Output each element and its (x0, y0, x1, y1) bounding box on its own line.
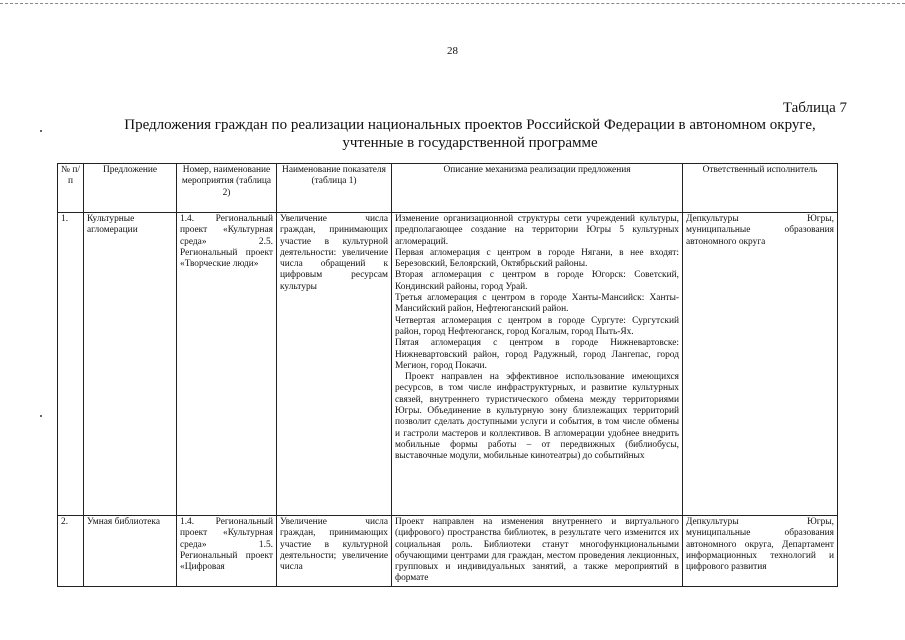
header-proposal: Предложение (84, 164, 177, 213)
row-executor: Депкультуры Югры, муниципальные образования автономного округа, Департамент информационных технологий и цифрового развития (683, 516, 838, 587)
row-mechanism (392, 213, 683, 516)
row-indicator: Увеличение числа граждан, принимающих участие в культурной деятельности: увеличение числа обращений к цифровым ресурсам культуры (277, 213, 392, 516)
row-event: 1.4. Региональный проект «Культурная среда» 2.5. Региональный проект «Творческие люди» (177, 213, 277, 516)
mechanism-paragraph: Пятая агломерация с центром в городе Нижневартовске: Нижневартовский район, город Радужный, город Лангепас, город Мегион, город Покачи. (395, 338, 679, 371)
mechanism-paragraph: Первая агломерация с центром в городе Нягани, в нее входят: Березовский, Белоярский, Октябрьский районы. (395, 247, 679, 270)
header-mechanism: Описание механизма реализации предложения (392, 164, 683, 213)
mechanism-paragraph: Изменение организационной структуры сети учреждений культуры, предполагающее создание на территории Югры 5 культурных агломераций. (395, 214, 679, 247)
header-num: № п/ п (58, 164, 84, 213)
row-proposal: Умная библиотека (84, 516, 177, 587)
header-event: Номер, наименование мероприятия (таблица 2) (177, 164, 277, 213)
mechanism-paragraph: Третья агломерация с центром в городе Ханты-Мансийск: Ханты-Мансийский район, Нефтеюганский район. (395, 293, 679, 315)
row-num: 1. (58, 213, 84, 516)
scan-dot (40, 130, 42, 132)
row-indicator: Увеличение числа граждан, принимающих участие в культурной деятельности; увеличение числа (277, 516, 392, 587)
page-title (70, 116, 870, 152)
header-executor: Ответственный исполнитель (683, 164, 838, 213)
row-proposal: Культурные агломерации (84, 213, 177, 516)
mechanism-paragraph: Четвертая агломерация с центром в городе Сургуте: Сургутский район, город Нефтеюганск, город Когалым, город Пыть-Ях. (395, 315, 679, 337)
table-label: Таблица 7 (782, 100, 847, 116)
row-executor: Депкультуры Югры, муниципальные образования автономного округа (683, 213, 838, 516)
scan-dot (40, 415, 42, 417)
table-row (58, 213, 838, 516)
title-line-2: учтенные в государственной программе (342, 135, 598, 151)
proposals-table (57, 163, 838, 587)
row-event: 1.4. Региональный проект «Культурная среда» 1.5. Региональный проект «Цифровая (177, 516, 277, 587)
table-header-row (58, 164, 838, 213)
mechanism-paragraph: Проект направлен на эффективное использование имеющихся ресурсов, в том числе инфраструктурных, и развитие культурных связей, внутреннего туристического обмена между территориями Югры. Объединение в культурную зону близлежащих территорий позволит сделать доступными услуги и события, в том числе обмены и гастроли мастеров и коллективов. В агломерации удобнее внедрить мобильные формы работы – от передвижных (библиобусы, выставочные модули, мобильные кинотеатры) до событийных (395, 372, 679, 462)
title-line-1: Предложения граждан по реализации национальных проектов Российской Федерации в автономном округе, (124, 117, 816, 133)
row-mechanism: Проект направлен на изменения внутреннего и виртуального (цифрового) пространства библиотек, в результате чего изменится их социальная роль. Библиотеки станут многофункциональными обучающими центрами для граждан, местом проведения лекционных, групповых и индивидуальных занятий, а также мероприятий в формате (392, 516, 683, 587)
table-row (58, 516, 838, 587)
mechanism-paragraph: Вторая агломерация с центром в городе Югорск: Советский, Кондинский районы, город Урай. (395, 270, 679, 292)
scan-top-edge (0, 3, 905, 6)
header-indicator: Наименование показателя (таблица 1) (277, 164, 392, 213)
page-number: 28 (447, 45, 458, 57)
row-num: 2. (58, 516, 84, 587)
